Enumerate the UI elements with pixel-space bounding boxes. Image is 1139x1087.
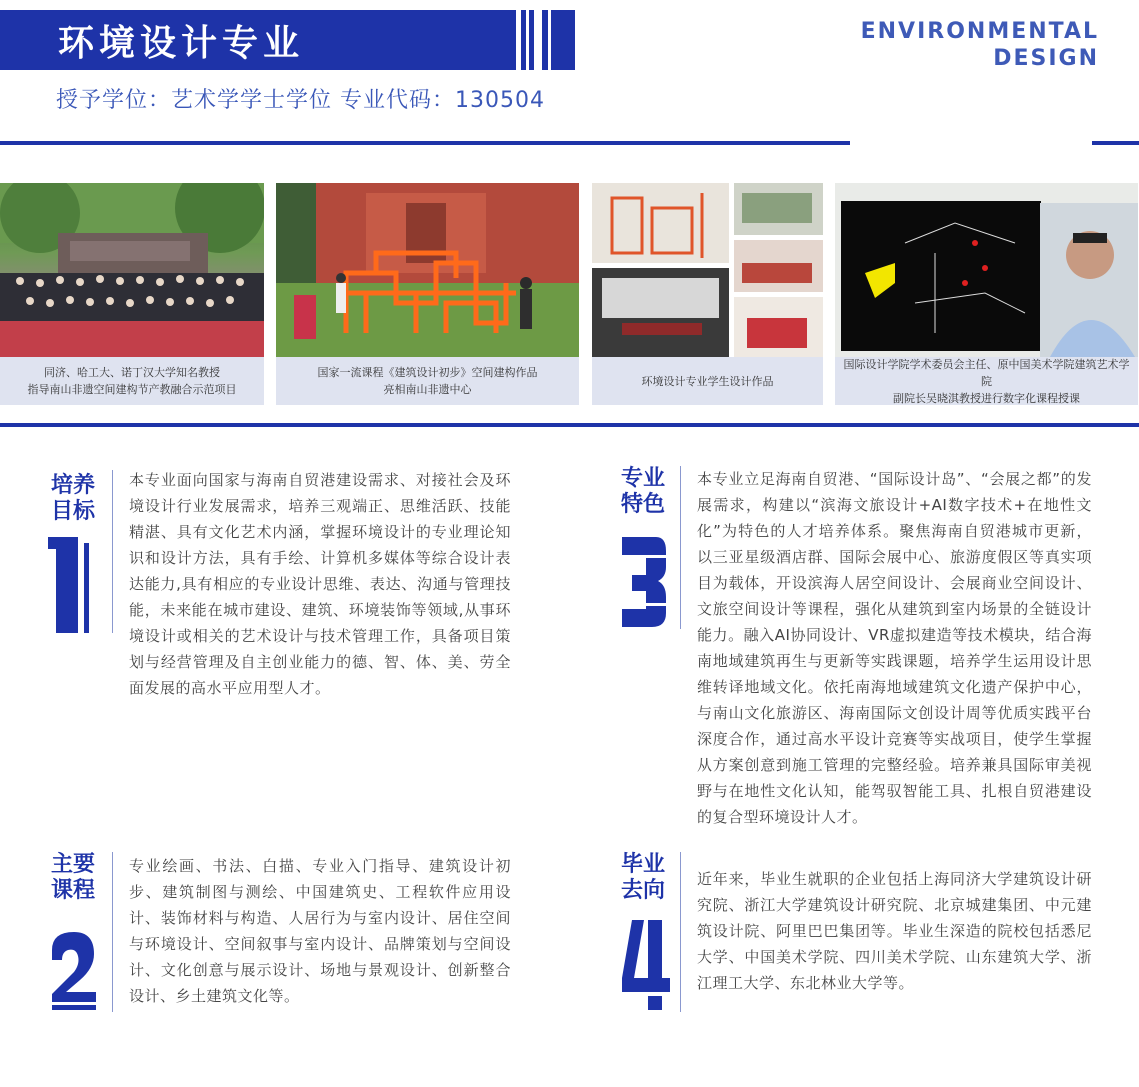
section-divider-line — [112, 470, 113, 633]
banner-stripes — [512, 10, 575, 70]
english-title — [861, 18, 1099, 72]
english-title-line2: DESIGN — [993, 46, 1099, 71]
pavilion-photo — [276, 183, 579, 357]
section-text-goals: 本专业面向国家与海南自贸港建设需求、对接社会及环境设计行业发展需求，培养三观端正、思维活跃、技能精湛、具有文化艺术内涵，掌握环境设计的专业理论知识和设计方法，具有手绘、计算机多媒体等综合设计表达能力,具有相应的专业设计思维、表达、沟通与管理技能，未来能在城市建设、建筑、环境装饰等领域,从事环境设计或相关的艺术设计与技术管理工作，具备项目策划与经营管理及自主创业能力的德、智、体、美、劳全面发展的高水平应用型人才。 — [129, 471, 511, 697]
section-number-4 — [622, 920, 672, 1012]
group-photo — [0, 183, 264, 357]
section-title-line: 课程 — [50, 878, 95, 903]
section-title-line: 专业 — [620, 466, 665, 491]
digital-class-screenshot — [835, 183, 1138, 357]
section-title-line: 主要 — [50, 852, 95, 877]
caption-line: 国家一流课程《建筑设计初步》空间建构作品 — [317, 366, 538, 379]
photo-card-pavilion — [276, 183, 579, 405]
section-divider-line — [680, 852, 681, 1012]
title-banner — [0, 10, 575, 70]
section-title-line: 培养 — [50, 473, 95, 498]
student-works-collage — [592, 183, 823, 357]
section-number-3 — [620, 537, 670, 627]
section-title-line: 毕业 — [620, 852, 665, 877]
section-divider-line — [680, 466, 681, 629]
caption-line: 环境设计专业学生设计作品 — [641, 374, 774, 388]
header-divider — [0, 141, 850, 145]
caption-line: 国际设计学院学术委员会主任、原中国美术学院建筑艺术学院 — [843, 357, 1130, 388]
section-title-features — [618, 466, 668, 518]
photo-card-student-works — [592, 183, 823, 405]
gallery-divider — [0, 423, 1139, 427]
caption-line: 副院长吴晓淇教授进行数字化课程授课 — [893, 391, 1080, 405]
section-text-features: 本专业立足海南自贸港、“国际设计岛”、“会展之都”的发展需求，构建以“滨海文旅设计+AI数字技术+在地性文化”为特色的人才培养体系。聚焦海南自贸港城市更新，以三亚星级酒店群、国际会展中心、旅游度假区等真实项目为载体，开设滨海人居空间设计、会展商业空间设计、文旅空间设计等课程，强化从建筑到室内场景的全链设计能力。融入AI协同设计、VR虚拟建造等技术模块，结合海南地域建筑再生与更新等实践课题，培养学生运用设计思维转译地域文化。依托南海地域建筑文化遗产保护中心，与南山文化旅游区、海南国际文创设计周等优质实践平台深度合作，通过高水平设计竞赛等实战项目，使学生掌握从方案创意到施工管理的完整经验。培养兼具国际审美视野与在地性文化认知，能驾驭智能工具、扎根自贸港建设的复合型环境设计人才。 — [697, 470, 1092, 826]
photo-caption — [276, 357, 579, 405]
section-divider-line — [112, 852, 113, 1012]
pavilion-photo-art — [276, 183, 579, 357]
english-title-line1: ENVIRONMENTAL — [860, 19, 1099, 44]
section-text-courses: 专业绘画、书法、白描、专业入门指导、建筑设计初步、建筑制图与测绘、中国建筑史、工程软件应用设计、装饰材料与构造、人居行为与室内设计、居住空间与环境设计、空间叙事与室内设计、品牌策划与空间设计、文化创意与展示设计、场地与景观设计、创新整合设计、乡土建筑文化等。 — [129, 857, 511, 1005]
section-number-1 — [48, 537, 98, 633]
photo-caption — [592, 357, 823, 405]
group-photo-art — [0, 183, 264, 357]
digital-class-art — [835, 183, 1138, 357]
section-title-line: 去向 — [620, 878, 665, 903]
section-title-line: 特色 — [620, 492, 665, 517]
photo-card-digital-class — [835, 183, 1138, 405]
header-divider-right — [1092, 141, 1139, 145]
section-number-2 — [52, 932, 102, 1012]
section-text-careers: 近年来，毕业生就职的企业包括上海同济大学建筑设计研究院、浙江大学建筑设计研究院、北京城建集团、中元建筑设计院、阿里巴巴集团等。毕业生深造的院校包括悉尼大学、中国美术学院、四川美术学院、山东建筑大学、浙江理工大学、东北林业大学等。 — [697, 870, 1092, 992]
page-title: 环境设计专业 — [58, 23, 305, 64]
degree-info: 授予学位：艺术学学士学位 专业代码：130504 — [56, 88, 545, 113]
photo-caption — [835, 357, 1138, 405]
caption-line: 指导南山非遗空间建构节产教融合示范项目 — [27, 383, 237, 396]
photo-caption — [0, 357, 264, 405]
caption-line: 同济、哈工大、诺丁汉大学知名教授 — [44, 366, 220, 379]
section-title-careers — [618, 852, 668, 904]
section-title-line: 目标 — [50, 499, 95, 524]
student-works-art — [592, 183, 823, 357]
photo-card-group-photo — [0, 183, 264, 405]
section-title-goals — [48, 473, 98, 525]
section-title-courses — [48, 852, 98, 904]
caption-line: 亮相南山非遗中心 — [383, 383, 472, 396]
